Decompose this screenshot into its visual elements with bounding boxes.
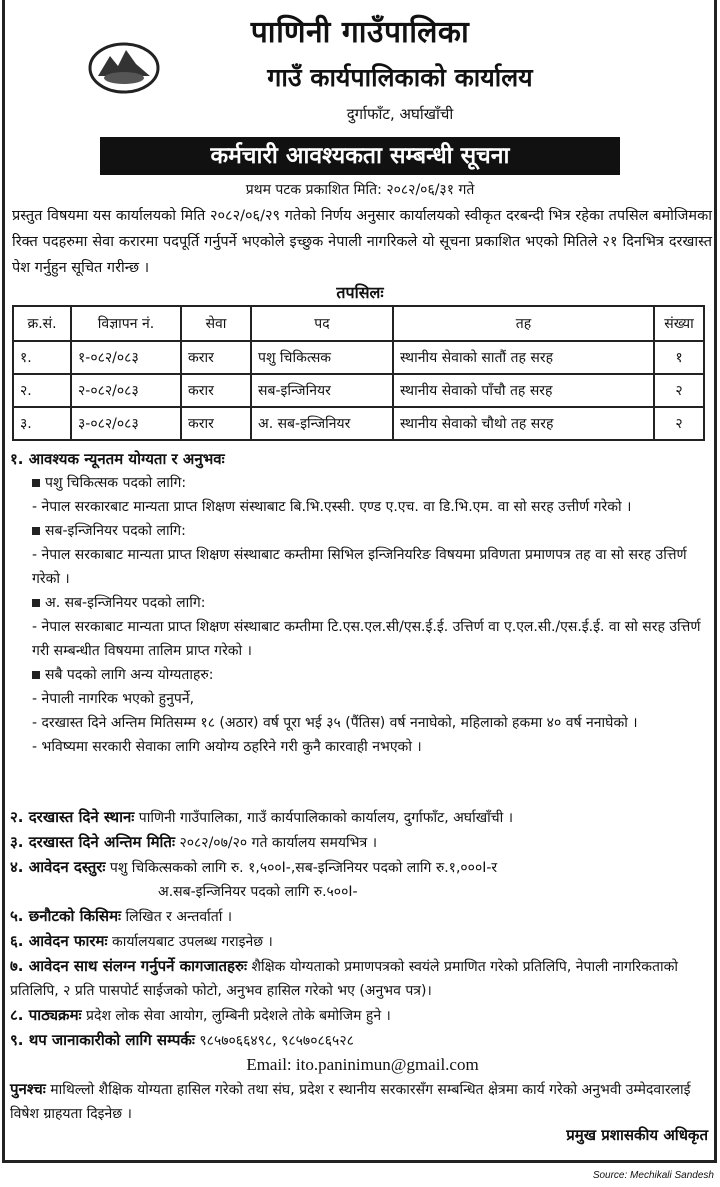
section-label: ५. छनौटको किसिमः (10, 907, 122, 925)
office-subtitle: गाउँ कार्यपालिकाको कार्यालय (267, 63, 533, 92)
requirement: - भविष्यमा सरकारी सेवाका लागि अयोग्य ठहरिने गरी कुनै कारवाही नभएको । (32, 739, 422, 755)
cell: करार (181, 341, 251, 374)
cell: सब-इन्जिनियर (251, 374, 393, 407)
subheading: पशु चिकित्सक पदको लागि: (45, 475, 187, 491)
section-text: पशु चिकित्सकको लागि रु. १,५००I-,सब-इन्जिनियर पदको लागि रु.१,०००I-र (109, 860, 498, 876)
requirement: - नेपाल सरकारबाट मान्यता प्राप्त शिक्षण संस्थाबाट बि.भि.एस्सी. एण्ड ए.एच. वा डि.भि.एम. वा सो सरह उत्तीर्ण गरेको । (32, 499, 632, 515)
col-header: विज्ञापन नं. (71, 306, 181, 341)
section-text: शैक्षिक योग्यताको प्रमाणपत्रको स्वयंले प्रमाणित गरेको प्रतिलिपि, नेपाली नागरिकताको प्रतिलिपि, २ प्रति पासपोर्ट साईजको फोटो, अनुभव हासिल गरेको भए (अनुभव पत्र)। (10, 959, 679, 999)
vacancy-table (12, 305, 705, 441)
requirement: - नेपाली नागरिक भएको हुनुपर्ने, (32, 691, 195, 707)
ps-text: माथिल्लो शैक्षिक योग्यता हासिल गरेको तथा संघ, प्रदेश र स्थानीय सरकारसँग सम्बन्धित क्षेत्रमा कार्य गरेको अनुभवी उम्मेदवारलाई विषेश ग्राहयता दिइनेछ । (10, 1082, 691, 1122)
cell: २ (654, 407, 704, 440)
requirement: - नेपाल सरकाबाट मान्यता प्राप्त शिक्षण संस्थाबाट कम्तीमा टि.एस.एल.सी/एस.ई.ई. उत्तिर्ण वा ए.एल.सी./एस.ई.ई. वा सो सरह उत्तिर्ण गरी सम्बन्धीत विषयमा तालिम प्राप्त गरेको । (32, 619, 701, 659)
office-location: दुर्गाफाँट, अर्घाखाँची (346, 105, 454, 123)
published-date: प्रथम पटक प्रकाशित मिति: २०८२/०६/३१ गते (245, 182, 475, 198)
contact-email: Email: ito.paninimun@gmail.com (246, 1055, 479, 1074)
col-header: सेवा (181, 306, 251, 341)
cell: अ. सब-इन्जिनियर (251, 407, 393, 440)
section-text: कार्यालयबाट उपलब्ध गराइनेछ । (111, 934, 273, 950)
table-header-row (13, 306, 704, 341)
cell: करार (181, 374, 251, 407)
col-header: पद (251, 306, 393, 341)
section-label: २. दरखास्त दिने स्थानः (10, 808, 135, 826)
signatory: प्रमुख प्रशासकीय अधिकृत (566, 1126, 708, 1144)
section-text: प्रदेश लोक सेवा आयोग, लुम्बिनी प्रदेशले तोके बमोजिम हुने । (86, 1008, 391, 1024)
table-title: तपसिलः (336, 283, 384, 302)
section-text: लिखित र अन्तर्वार्ता । (125, 909, 233, 925)
section-text: अ.सब-इन्जिनियर पदको लागि रु.५००I- (158, 884, 358, 900)
qualifications-section (10, 447, 715, 759)
table-row (13, 407, 704, 440)
cell: पशु चिकित्सक (251, 341, 393, 374)
section-label: ९. थप जानाकारीको लागि सम्पर्कः (10, 1031, 195, 1049)
intro-paragraph: प्रस्तुत विषयमा यस कार्यालयको मिति २०८२/०६/२९ गतेको निर्णय अनुसार कार्यालयको स्वीकृत दरबन्दी भित्र रहेका तपसिल बमोजिमका रिक्त पदहरुमा सेवा करारमा पदपूर्ति गर्नुपर्ने भएकोले इच्छुक नेपाली नागरिकले यो सूचना प्रकाशित भएको मितिले २१ दिनभित्र दरखास्त पेश गर्नुहुन सूचित गरीन्छ । (12, 208, 712, 276)
cell: २ (654, 374, 704, 407)
bullet-icon (32, 671, 40, 679)
section-label: ४. आवेदन दस्तुरः (10, 858, 106, 876)
bullet-icon (32, 479, 40, 487)
cell: २. (13, 374, 71, 407)
requirement: - नेपाल सरकाबाट मान्यता प्राप्त शिक्षण संस्थाबाट कम्तीमा सिभिल इन्जिनियरिङ विषयमा प्रविणता प्रमाणपत्र तह वा सो सरह उत्तिर्ण गरेको । (32, 547, 687, 587)
section-title: १. आवश्यक न्यूनतम योग्यता र अनुभवः (10, 450, 225, 468)
col-header: तह (393, 306, 654, 341)
bullet-icon (32, 599, 40, 607)
section-label: ७. आवेदन साथ संलग्न गर्नुपर्ने कागजातहरुः (10, 957, 248, 975)
cell: स्थानीय सेवाको चौथो तह सरह (393, 407, 654, 440)
notice-banner: कर्मचारी आवश्यकता सम्बन्धी सूचना (100, 137, 620, 175)
cell: स्थानीय सेवाको पाँचौ तह सरह (393, 374, 654, 407)
section-text: पाणिनी गाउँपालिका, गाउँ कार्यपालिकाको कार्यालय, दुर्गाफाँट, अर्घाखाँची । (138, 810, 514, 826)
subheading: अ. सब-इन्जिनियर पदको लागि: (45, 595, 206, 611)
table-row (13, 341, 704, 374)
cell: १ (654, 341, 704, 374)
section-label: ६. आवेदन फारमः (10, 932, 108, 950)
office-title: पाणिनी गाउँपालिका (250, 15, 470, 50)
cell: १-०८२/०८३ (71, 341, 181, 374)
cell: १. (13, 341, 71, 374)
subheading: सबै पदको लागि अन्य योग्यताहरु: (45, 667, 214, 683)
section-label: ३. दरखास्त दिने अन्तिम मितिः (10, 833, 176, 851)
bullet-icon (32, 527, 40, 535)
source-credit: Source: Mechikali Sandesh (592, 1170, 714, 1181)
contact-phones: ९८५७०६६४९८, ९८५७०८६५२८ (199, 1033, 354, 1049)
cell: ३-०८२/०८३ (71, 407, 181, 440)
other-sections (10, 805, 715, 1126)
col-header: क्र.सं. (13, 306, 71, 341)
cell: ३. (13, 407, 71, 440)
cell: करार (181, 407, 251, 440)
ps-label: पुनश्चः (10, 1080, 46, 1098)
section-label: ८. पाठ्यक्रमः (10, 1006, 82, 1024)
cell: २-०८२/०८३ (71, 374, 181, 407)
subheading: सब-इन्जिनियर पदको लागि: (45, 523, 186, 539)
requirement: - दरखास्त दिने अन्तिम मितिसम्म १८ (अठार) वर्ष पूरा भई ३५ (पैंतिस) वर्ष ननाघेको, महिलाको हकमा ४० वर्ष ननाघेको । (32, 715, 638, 731)
cell: स्थानीय सेवाको सातौं तह सरह (393, 341, 654, 374)
col-header: संख्या (654, 306, 704, 341)
section-text: २०८२/०७/२० गते कार्यालय समयभित्र । (179, 835, 377, 851)
table-row (13, 374, 704, 407)
